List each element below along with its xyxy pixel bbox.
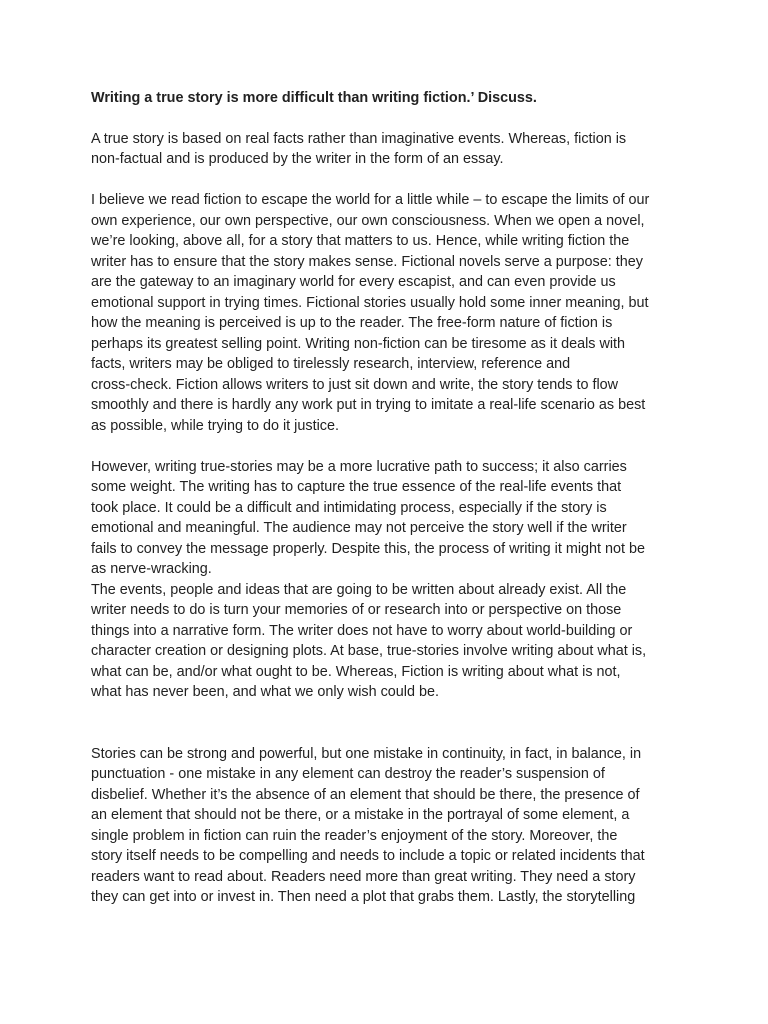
paragraph-line: they can get into or invest in. Then need a plot that grabs them. Lastly, the storytelling [91, 889, 636, 905]
paragraph-line: punctuation - one mistake in any element can destroy the reader’s suspension of [91, 766, 605, 782]
paragraph-line: However, writing true-stories may be a more lucrative path to success; it also carries [91, 458, 627, 475]
paragraph-line: non-factual and is produced by the writer in the form of an essay. [91, 151, 504, 167]
document-title: Writing a true story is more difficult than writing fiction.’ Discuss. [91, 90, 537, 106]
paragraph-line: The events, people and ideas that are going to be written about already exist. All the [91, 581, 627, 598]
paragraph-line: an element that should not be there, or a mistake in the portrayal of some element, a [91, 807, 630, 823]
paragraph-line: readers want to read about. Readers need more than great writing. They need a story [91, 868, 636, 885]
paragraph-line: writer needs to do is turn your memories of or research into or perspective on those [91, 602, 622, 618]
paragraph-5 [91, 744, 691, 908]
paragraph-line: took place. It could be a difficult and intimidating process, especially if the story is [91, 499, 607, 516]
paragraph-line: I believe we read fiction to escape the world for a little while – to escape the limits of our [91, 192, 650, 208]
paragraph-line: what has never been, and what we only wish could be. [91, 684, 439, 700]
paragraph-line: fails to convey the message properly. Despite this, the process of writing it might not be [91, 540, 646, 557]
paragraph-line: writer has to ensure that the story makes sense. Fictional novels serve a purpose: they [91, 253, 643, 270]
paragraph-line: as possible, while trying to do it justice. [91, 417, 339, 434]
paragraph-line: emotional and meaningful. The audience may not perceive the story well if the writer [91, 520, 627, 536]
document-body [91, 88, 691, 908]
paragraph-line: emotional support in trying times. Fictional stories usually hold some inner meaning, but [91, 294, 649, 311]
paragraph-line: perhaps its greatest selling point. Writing non-fiction can be tiresome as it deals with [91, 335, 626, 352]
paragraph-line: single problem in fiction can ruin the reader’s enjoyment of the story. Moreover, the [91, 827, 618, 844]
paragraph-line: facts, writers may be obliged to tirelessly research, interview, reference and [91, 356, 571, 372]
paragraph-1 [91, 129, 691, 170]
paragraph-line: disbelief. Whether it’s the absence of an element that should be there, the presence of [91, 786, 640, 803]
paragraph-line: how the meaning is perceived is up to the reader. The free-form nature of fiction is [91, 315, 613, 331]
paragraph-line: cross-check. Fiction allows writers to just sit down and write, the story tends to flow [91, 376, 619, 393]
paragraph-line: things into a narrative form. The writer does not have to worry about world-building or [91, 622, 633, 639]
paragraph-line: story itself needs to be compelling and needs to include a topic or related incidents that [91, 848, 645, 864]
paragraph-line: what can be, and/or what ought to be. Whereas, Fiction is writing about what is not, [91, 663, 621, 680]
paragraph-line: own experience, our own perspective, our own consciousness. When we open a novel, [91, 212, 645, 229]
paragraph-line: Stories can be strong and powerful, but one mistake in continuity, in fact, in balance, in [91, 745, 642, 762]
paragraph-line: some weight. The writing has to capture the true essence of the real-life events that [91, 479, 622, 495]
paragraph-line: smoothly and there is hardly any work put in trying to imitate a real-life scenario as best [91, 397, 646, 413]
paragraph-4 [91, 580, 691, 703]
paragraph-line: are the gateway to an imaginary world for every escapist, and can even provide us [91, 274, 616, 290]
paragraph-line: as nerve-wracking. [91, 561, 212, 577]
paragraph-2 [91, 190, 691, 436]
paragraph-line: character creation or designing plots. At base, true-stories involve writing about what is, [91, 643, 647, 659]
paragraph-3 [91, 457, 691, 580]
paragraph-line: we’re looking, above all, for a story that matters to us. Hence, while writing fiction the [91, 233, 630, 249]
paragraph-line: A true story is based on real facts rather than imaginative events. Whereas, fiction is [91, 130, 627, 147]
